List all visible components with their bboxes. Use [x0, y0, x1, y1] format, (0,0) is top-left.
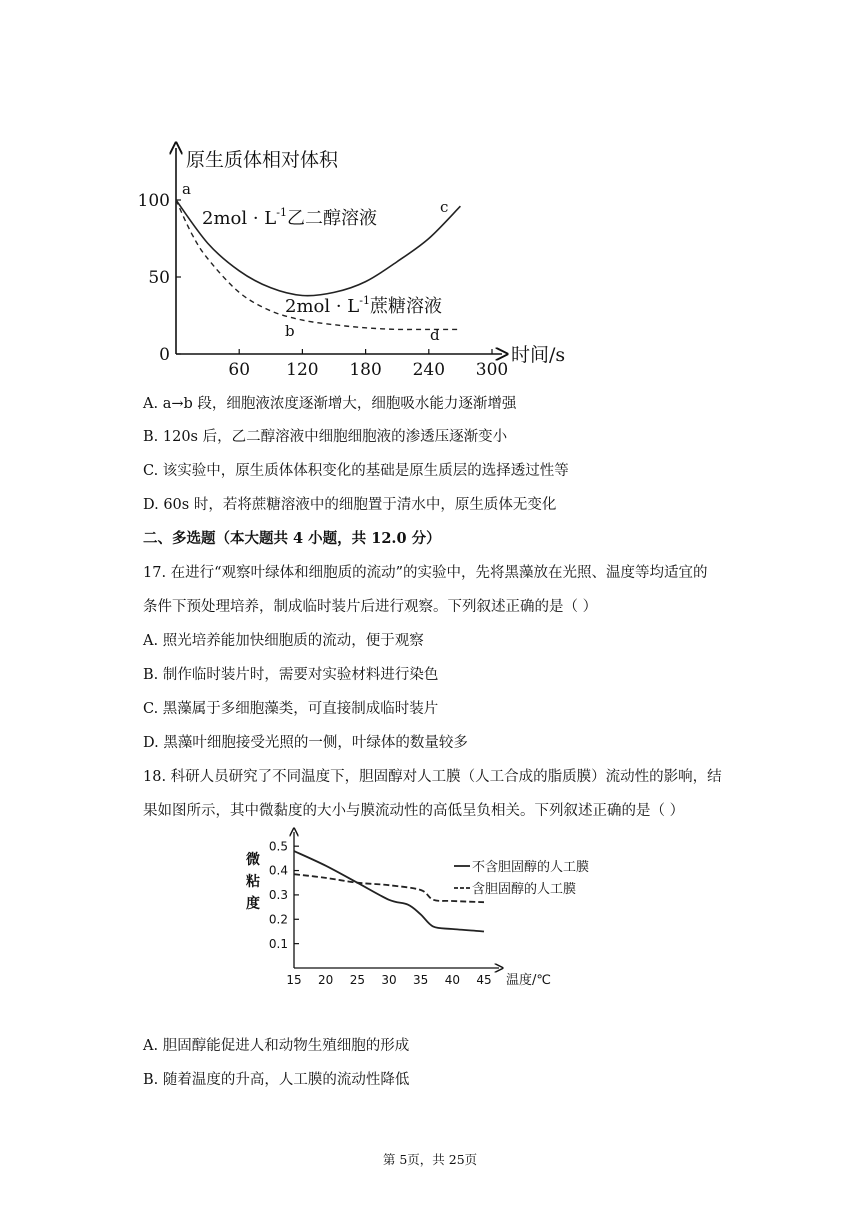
q17-option-a: A. 照光培养能加快细胞质的流动，便于观察 — [143, 633, 424, 649]
q18-stem-line2: 果如图所示，其中微黏度的大小与膜流动性的高低呈负相关。下列叙述正确的是（ ） — [143, 803, 685, 819]
y-tick-label: 100 — [137, 190, 170, 211]
protoplast-volume-chart — [130, 138, 580, 388]
y-tick-label: 0.5 — [268, 839, 288, 854]
point-label-a: a — [182, 180, 191, 198]
q18-option-a: A. 胆固醇能促进人和动物生殖细胞的形成 — [143, 1038, 410, 1054]
y-label-char-3: 度 — [246, 896, 260, 912]
legend-with-cholesterol: 含胆固醇的人工膜 — [472, 882, 577, 897]
y-axis-label: 原生质体相对体积 — [186, 149, 339, 171]
legend-no-cholesterol: 不含胆固醇的人工膜 — [472, 860, 590, 875]
q17-stem-line1: 17. 在进行“观察叶绿体和细胞质的流动”的实验中，先将黑藻放在光照、温度等均适宜的 — [143, 565, 708, 581]
legend-ethylene-glycol: $2mol \cdot L^{-1}$乙二醇溶液 — [202, 206, 377, 229]
microviscosity-chart — [236, 828, 590, 1000]
x-tick-label: 15 — [286, 973, 302, 987]
y-tick-label: 0.4 — [268, 863, 288, 878]
section-heading: 二、多选题（本大题共 4 小题，共 12.0 分） — [143, 530, 441, 547]
q16-option-a: A. a→b 段，细胞液浓度逐渐增大，细胞吸水能力逐渐增强 — [143, 396, 517, 412]
point-label-c: c — [440, 198, 449, 216]
x-axis-label: 时间/s — [511, 344, 566, 366]
x-tick-label: 60 — [228, 360, 251, 380]
y-tick-label: 0.1 — [268, 936, 288, 951]
q16-option-c: C. 该实验中，原生质体体积变化的基础是原生质层的选择透过性等 — [143, 463, 569, 479]
y-label-char-1: 微 — [246, 852, 260, 868]
x-tick-label: 30 — [381, 973, 397, 987]
x-tick-label: 180 — [349, 360, 382, 380]
y-tick-label: 0.3 — [268, 888, 288, 903]
y-tick-label: 50 — [148, 267, 170, 288]
q17-option-d: D. 黑藻叶细胞接受光照的一侧，叶绿体的数量较多 — [143, 735, 468, 751]
y-tick-label: 0.2 — [268, 912, 288, 927]
page-footer: 第 5页，共 25页 — [382, 1152, 478, 1167]
q17-option-b: B. 制作临时装片时，需要对实验材料进行染色 — [143, 667, 439, 683]
x-tick-label: 240 — [412, 360, 446, 380]
x-tick-label: 120 — [286, 360, 319, 380]
point-label-d: d — [430, 326, 440, 344]
x-tick-label: 25 — [349, 973, 365, 987]
x-tick-label: 40 — [444, 973, 460, 987]
q17-stem-line2: 条件下预处理培养，制成临时装片后进行观察。下列叙述正确的是（ ） — [143, 599, 598, 615]
q16-option-b: B. 120s 后，乙二醇溶液中细胞细胞液的渗透压逐渐变小 — [143, 429, 508, 445]
x-tick-label: 20 — [318, 973, 334, 987]
x-axis-label: 温度/℃ — [506, 973, 551, 988]
q18-stem-line1: 18. 科研人员研究了不同温度下，胆固醇对人工膜（人工合成的脂质膜）流动性的影响，结 — [143, 769, 722, 785]
series-no-cholesterol-line — [294, 851, 484, 931]
point-label-b: b — [285, 322, 295, 340]
x-tick-label: 35 — [413, 973, 429, 987]
x-tick-label: 45 — [476, 973, 492, 987]
q16-option-d: D. 60s 时，若将蔗糖溶液中的细胞置于清水中，原生质体无变化 — [143, 497, 557, 513]
q18-option-b: B. 随着温度的升高，人工膜的流动性降低 — [143, 1072, 410, 1088]
y-tick-label: 0 — [159, 344, 170, 365]
legend-sucrose: $2mol \cdot L^{-1}$蔗糖溶液 — [285, 294, 442, 317]
x-tick-label: 300 — [475, 360, 509, 380]
q17-option-c: C. 黑藻属于多细胞藻类，可直接制成临时装片 — [143, 701, 439, 717]
y-label-char-2: 粘 — [246, 874, 260, 890]
